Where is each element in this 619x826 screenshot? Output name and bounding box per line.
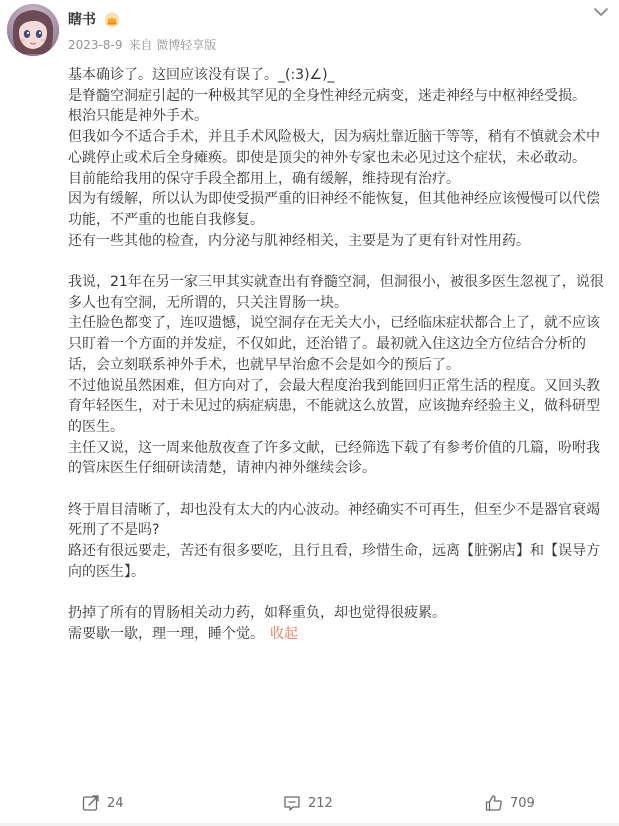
collapse-button[interactable]: 收起 <box>270 625 298 642</box>
post-header <box>0 0 619 66</box>
avatar-image <box>7 4 59 56</box>
post-actions <box>0 784 619 820</box>
paragraph: 主任脸色都变了，连叹遗憾，说空洞存在无关大小，已经临床症状都合上了，就不应该只盯着一个方面的并发症，不仅如此，还治错了。最初就入住这边全方位结合分析的话，会立刻联系神外手术，也就早早治愈不会是如今的预后了。 <box>68 315 600 373</box>
author-name[interactable]: 瞎书 <box>68 12 96 28</box>
paragraph: 扔掉了所有的胃肠相关动力药，如释重负，却也觉得很疲累。 <box>68 605 446 622</box>
like-count: 709 <box>510 795 535 811</box>
share-icon <box>82 794 100 812</box>
paragraph: 基本确诊了。这回应该没有误了。_(:3)∠)_ <box>68 67 335 83</box>
paragraph: 根治只能是神外手术。 <box>68 108 208 125</box>
post-source[interactable]: 来自 微博轻享版 <box>128 38 217 52</box>
chevron-down-icon[interactable] <box>591 4 611 20</box>
avatar[interactable] <box>7 4 59 56</box>
paragraph: 我说，21年在另一家三甲其实就查出有脊髓空洞，但洞很小，被很多医生忽视了，说很多人也有空洞，无所谓的，只关注胃肠一块。 <box>68 274 604 311</box>
comment-icon <box>283 794 301 812</box>
thumbs-up-icon <box>485 794 503 812</box>
paragraph: 还有一些其他的检查，内分泌与肌神经相关，主要是为了更有针对性用药。 <box>68 232 530 249</box>
comment-button[interactable] <box>283 793 333 813</box>
repost-count: 24 <box>107 795 124 811</box>
crown-icon <box>104 12 120 28</box>
blank-line <box>68 583 612 604</box>
post-meta <box>68 37 216 53</box>
paragraph: 终于眉目清晰了，却也没有太大的内心波动。神经确实不可再生，但至少不是器官衰竭死刑了不是吗? <box>68 501 600 539</box>
paragraph: 主任又说，这一周来他敖夜查了许多文献，已经筛选下载了有参考价值的几篇，吩咐我的管床医生仔细研读清楚，请神内神外继续会诊。 <box>68 439 600 477</box>
paragraph: 路还有很远要走，苦还有很多要吃，且行且看，珍惜生命，远离【脏粥店】和【误导方向的医生】。 <box>68 543 600 580</box>
paragraph: 不过他说虽然困难，但方向对了，会最大程度治我到能回归正常生活的程度。又回头教育年轻医生，对于未见过的病症病患，不能就这么放置，应该抛弃经验主义，做科研型的医生。 <box>68 377 600 435</box>
paragraph: 但我如今不适合手术，并且手术风险极大，因为病灶靠近脑干等等，稍有不慎就会术中心跳停止或术后全身瘫痪。即使是顶尖的神外专家也未必见过这个症状，未必敢动。 <box>68 129 600 166</box>
post-date[interactable]: 2023-8-9 <box>68 38 123 52</box>
blank-line <box>68 251 612 272</box>
last-line-text: 需要歇一歇，理一理，睡个觉。 <box>68 625 264 642</box>
paragraph: 是脊髓空洞症引起的一种极其罕见的全身性神经元病变，迷走神经与中枢神经受损。 <box>68 87 586 104</box>
comment-count: 212 <box>308 795 333 811</box>
like-button[interactable] <box>485 793 535 813</box>
paragraph: 因为有缓解，所以认为即使受损严重的旧神经不能恢复，但其他神经应该慢慢可以代偿功能，不严重的也能自我修复。 <box>68 191 600 228</box>
paragraph: 目前能给我用的保守手段全都用上，确有缓解，维持现有治疗。 <box>68 170 460 187</box>
repost-button[interactable] <box>82 793 124 813</box>
blank-line <box>68 479 612 500</box>
post-content <box>68 65 612 645</box>
last-paragraph <box>68 624 612 645</box>
